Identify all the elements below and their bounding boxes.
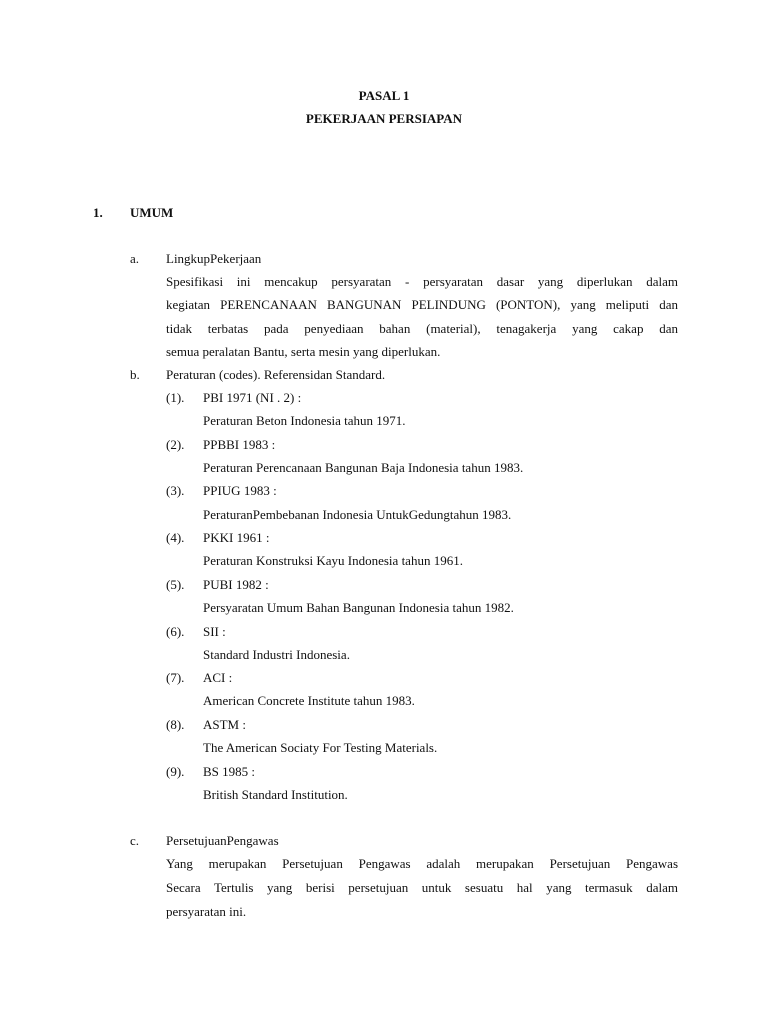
subsection-c-title: PersetujuanPengawas <box>166 833 279 848</box>
reference-description: PeraturanPembebanan Indonesia UntukGedungtahun 1983. <box>203 507 512 522</box>
reference-code: PPIUG 1983 : <box>203 483 277 498</box>
subsection-c-line-1: Yang merupakan Persetujuan Pengawas adalah merupakan Persetujuan Pengawas <box>166 856 678 871</box>
reference-number: (4). <box>166 530 185 545</box>
reference-code: PUBI 1982 : <box>203 577 269 592</box>
reference-description: Standard Industri Indonesia. <box>203 647 350 662</box>
reference-code: ACI : <box>203 670 233 685</box>
section-title: UMUM <box>130 205 174 220</box>
reference-code: PKKI 1961 : <box>203 530 270 545</box>
subsection-a-line-2: kegiatan PERENCANAAN BANGUNAN PELINDUNG (PONTON), yang meliputi dan <box>166 297 678 312</box>
reference-number: (1). <box>166 390 185 405</box>
reference-code: PBI 1971 (NI . 2) : <box>203 390 302 405</box>
reference-number: (3). <box>166 483 185 498</box>
subsection-c-letter: c. <box>130 833 140 848</box>
subsection-a-line-4: semua peralatan Bantu, serta mesin yang diperlukan. <box>166 344 441 359</box>
chapter-subtitle: PEKERJAAN PERSIAPAN <box>305 111 463 126</box>
reference-number: (6). <box>166 624 185 639</box>
reference-description: American Concrete Institute tahun 1983. <box>203 693 415 708</box>
subsection-c-line-2: Secara Tertulis yang berisi persetujuan untuk sesuatu hal yang termasuk dalam <box>166 880 678 895</box>
reference-code: ASTM : <box>203 717 246 732</box>
reference-description: Persyaratan Umum Bahan Bangunan Indonesia tahun 1982. <box>203 600 514 615</box>
subsection-b-title: Peraturan (codes). Referensidan Standard. <box>166 367 386 382</box>
subsection-a-line-1: Spesifikasi ini mencakup persyaratan - persyaratan dasar yang diperlukan dalam <box>166 274 678 289</box>
chapter-title: PASAL 1 <box>358 88 410 103</box>
reference-number: (5). <box>166 577 185 592</box>
reference-code: BS 1985 : <box>203 764 256 779</box>
reference-number: (8). <box>166 717 185 732</box>
section-number: 1. <box>93 205 103 220</box>
reference-code: SII : <box>203 624 226 639</box>
subsection-b-letter: b. <box>130 367 140 382</box>
reference-description: British Standard Institution. <box>203 787 348 802</box>
reference-number: (2). <box>166 437 185 452</box>
subsection-a-letter: a. <box>130 251 140 266</box>
subsection-c-line-3: persyaratan ini. <box>166 904 247 919</box>
reference-description: Peraturan Konstruksi Kayu Indonesia tahun 1961. <box>203 553 463 568</box>
reference-description: Peraturan Beton Indonesia tahun 1971. <box>203 413 406 428</box>
reference-description: The American Sociaty For Testing Materials. <box>203 740 438 755</box>
reference-number: (9). <box>166 764 185 779</box>
subsection-a-line-3: tidak terbatas pada penyediaan bahan (material), tenagakerja yang cakap dan <box>166 321 678 336</box>
reference-description: Peraturan Perencanaan Bangunan Baja Indonesia tahun 1983. <box>203 460 524 475</box>
reference-code: PPBBI 1983 : <box>203 437 276 452</box>
reference-number: (7). <box>166 670 185 685</box>
subsection-a-title: LingkupPekerjaan <box>166 251 262 266</box>
